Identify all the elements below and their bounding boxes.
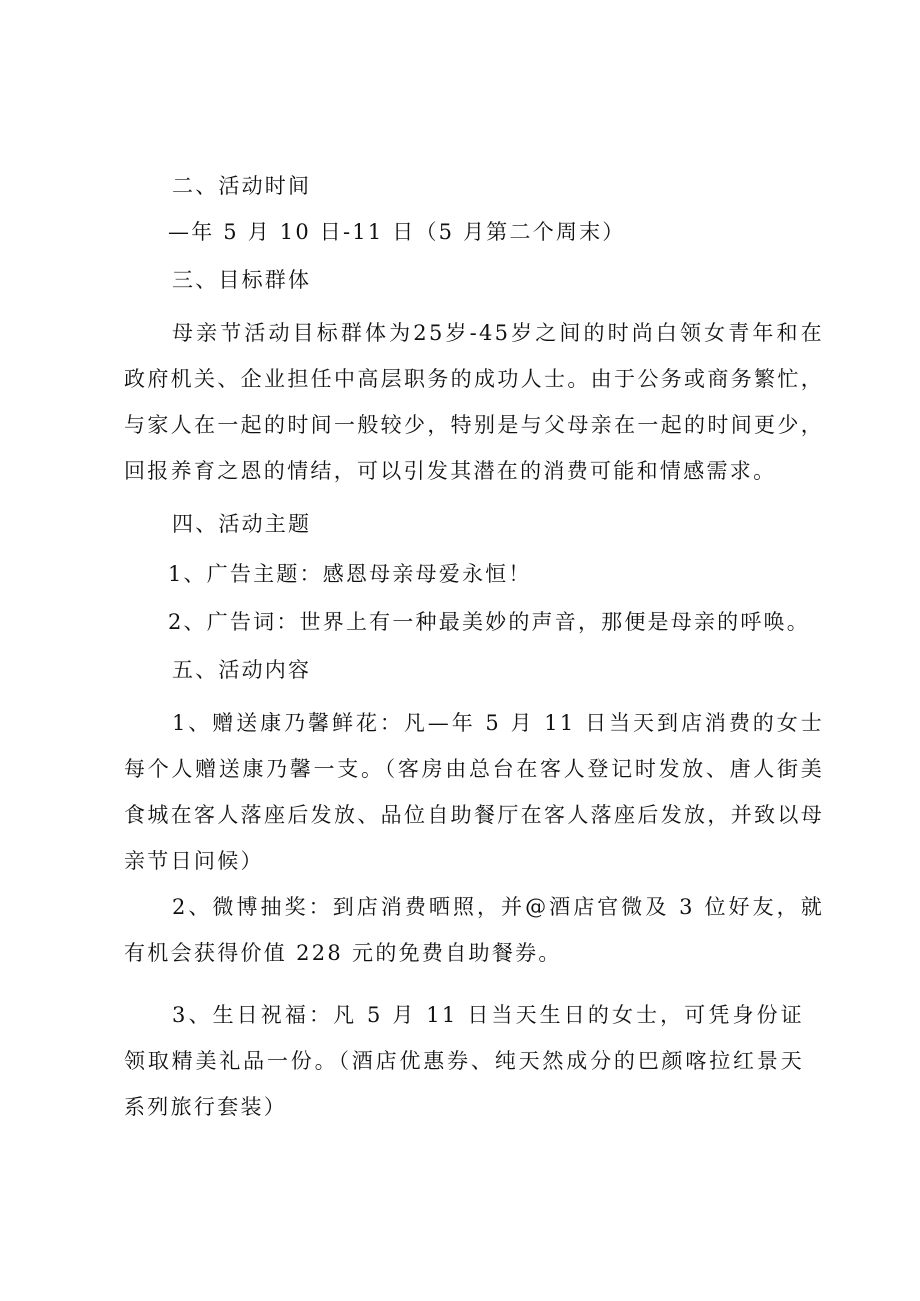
content-item-carnation-gift: 1、赠送康乃馨鲜花：凡—年 5 月 11 日当天到店消费的女士每个人赠送康乃馨一支。（客房由总台在客人登记时发放、唐人街美食城在客人落座后发放、品位自助餐厅在客人落座后发放，并致以母亲节日问候） (124, 711, 824, 873)
section-heading-activity-theme: 四、活动主题 (172, 512, 312, 536)
content-item-weibo-lottery: 2、微博抽奖：到店消费晒照，并@酒店官微及 3 位好友，就有机会获得价值 228 元的免费自助餐券。 (124, 895, 824, 965)
theme-item-ad-slogan: 2、广告词：世界上有一种最美妙的声音，那便是母亲的呼唤。 (168, 610, 810, 634)
target-group-paragraph: 母亲节活动目标群体为25岁-45岁之间的时尚白领女青年和在政府机关、企业担任中高层职务的成功人士。由于公务或商务繁忙，与家人在一起的时间一般较少，特别是与父母亲在一起的时间更少，回报养育之恩的情结，可以引发其潜在的消费可能和情感需求。 (124, 321, 824, 483)
activity-time-text: —年 5 月 10 日-11 日（5 月第二个周末） (168, 220, 626, 244)
theme-item-ad-theme: 1、广告主题：感恩母亲母爱永恒！ (168, 562, 532, 586)
section-heading-target-group: 三、目标群体 (172, 268, 312, 292)
section-heading-activity-time: 二、活动时间 (172, 174, 312, 198)
content-item-birthday-blessing: 3、生日祝福：凡 5 月 11 日当天生日的女士，可凭身份证领取精美礼品一份。（酒店优惠券、纯天然成分的巴颜喀拉红景天系列旅行套装） (124, 1003, 804, 1119)
section-heading-activity-content: 五、活动内容 (172, 658, 312, 682)
